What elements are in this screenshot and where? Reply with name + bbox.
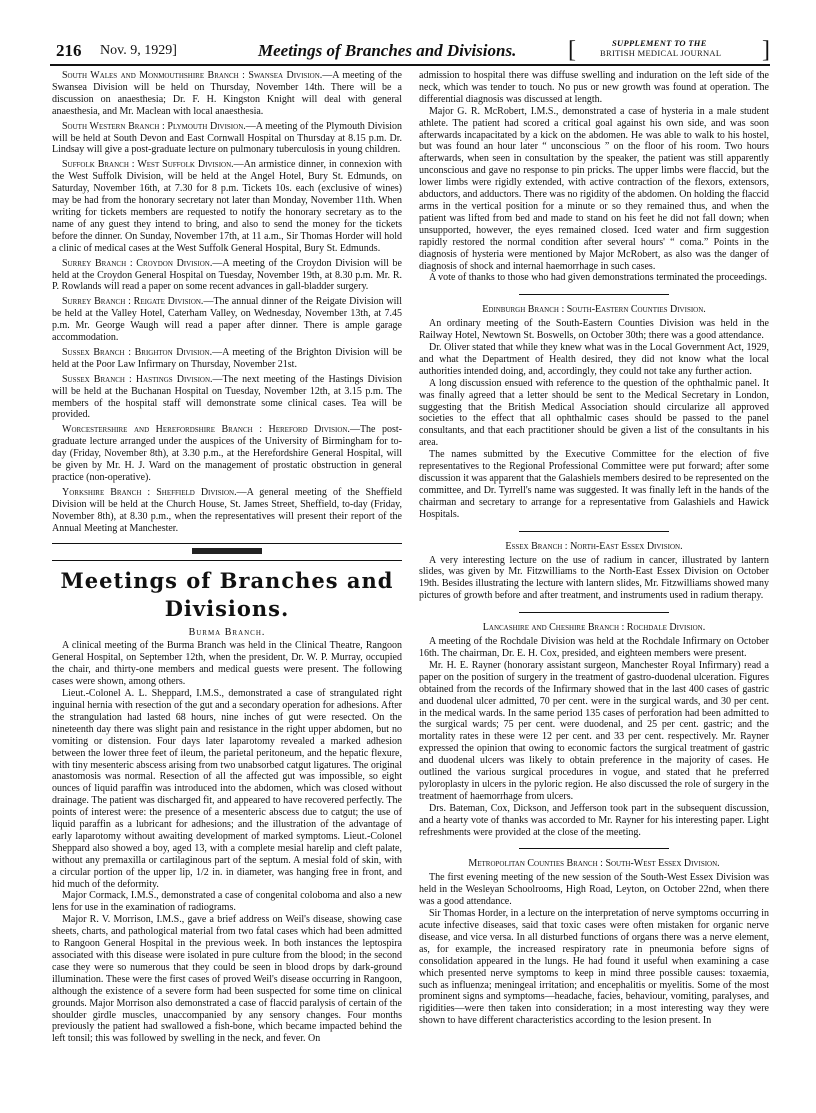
metropolitan-paragraph: Sir Thomas Horder, in a lecture on the interpretation of nerve symptoms occurring in acute infective diseases, said that toxic cases were often mistaken for organic nerve disease, and vice versa. In all disturbed functions of organs there was a nerve element, as, for example, the increased respiratory rate in pneumonia before signs of consolidation appeared in the lungs. He had found it useful when examining a case which presented nerve symptoms to keep in mind three possible causes: toxaemia, such as influenza; meningeal irritation; and encephalitis or myelitis. Some of the most prominent signs and symptoms—headache, facies, behaviour, vomiting, paralyses, and rigidities—were then taken into consideration; in a most interesting way they were shown to have different characteristics according to the lesion present. In xyxy=(419,908,769,1027)
notice-west-suffolk xyxy=(52,159,402,254)
metropolitan-paragraph: The first evening meeting of the new session of the South-West Essex Division was held in the Wesleyan Schoolrooms, High Road, Leyton, on October 22nd, when there was a good attendance. xyxy=(419,872,769,908)
lancashire-heading: Lancashire and Cheshire Branch : Rochdale Division. xyxy=(482,622,706,634)
notice-head: South Wales and Monmouthshire Branch : Swansea Division. xyxy=(62,70,323,81)
edinburgh-paragraph: A long discussion ensued with reference to the question of the ophthalmic panel. It was finally agreed that a letter should be sent to the Medical Secretary in London, suggesting that the British Medical Association should circularize all approved societies to the effect that all ophthalmic cases should be passed to the panel consultants, and that each practitioner should be given a list of the consultants in his area. xyxy=(419,377,769,449)
notice-brighton xyxy=(52,347,402,371)
metropolitan-heading: Metropolitan Counties Branch : South-West Essex Division. xyxy=(468,858,720,870)
notice-head: Sussex Branch : Brighton Division. xyxy=(62,346,213,358)
supplement-line1: SUPPLEMENT TO THE xyxy=(612,38,707,48)
notice-head: Surrey Branch : Croydon Division. xyxy=(62,257,213,269)
notice-text: —A meeting of the Swansea Division will be held on Thursday, November 14th. There will be a discussion on anaesthesia; Dr. F. H. Kingston Knight will deal with general anaesthesia, and Mr. Maclean with local anaesthesia. xyxy=(52,70,402,117)
issue-date: Nov. 9, 1929] xyxy=(100,43,177,58)
page-number: 216 xyxy=(56,41,82,60)
section-divider xyxy=(519,848,669,849)
lancashire-paragraph: Drs. Bateman, Cox, Dickson, and Jefferson took part in the subsequent discussion, and a hearty vote of thanks was accorded to Mr. Rayner for his interesting paper. Light refreshments were provided at the close of the meeting. xyxy=(419,802,769,838)
notice-croydon xyxy=(52,258,402,294)
notice-text: —A meeting of the Croydon Division will be held at the Croydon General Hospital on Tuesday, November 19th, at 8.30 p.m. Mr. R. P. Rowlands will read a paper on some recent advances in gall-bladder surgery. xyxy=(52,257,402,293)
notice-hastings xyxy=(52,374,402,422)
edinburgh-paragraph: Dr. Oliver stated that while they knew what was in the Local Government Act, 1929, and what the Department of Health desired, they did not know what the local authorities intended doing, and, accordingly, they could not take any further action. xyxy=(419,342,769,377)
notice-head: Surrey Branch : Reigate Division. xyxy=(62,296,204,308)
notice-head: Sussex Branch : Hastings Division. xyxy=(62,373,213,385)
bracket-left: [ xyxy=(568,37,576,63)
edinburgh-paragraph: The names submitted by the Executive Committee for the election of five representatives to the Regional Professional Committee were put forward; after some discussion it was apparent that the Galashiels members desired to be represented on the committee, and Dr. Tyrrell's name was suggested. It was finally left in the hands of the chairman and secretary to arrange for a representative from Galashiels and Hawick Hospitals. xyxy=(419,449,769,520)
running-title: Meetings of Branches and Divisions. xyxy=(258,41,517,60)
supplement-label xyxy=(582,38,721,58)
section-divider xyxy=(519,531,669,532)
burma-paragraph: Lieut.-Colonel A. L. Sheppard, I.M.S., demonstrated a case of strangulated right inguinal hernia with resection of the gut and a secondary operation for adhesions. After the strangulation had lasted 68 hours, nine inches of gut were resected. On the nineteenth day there was slight pain and resistance in the right upper abdomen, but no vomiting or distension. Four days later laparotomy revealed a marked adhesion between the lower three feet of ileum, the parietal peritoneum, and the hepatic flexure, with tiny mesenteric abscess arising from two unabsorbed catgut ligatures. The original anastomosis was normal. Resection of all the affected gut was impossible, so eight ounces of liquid paraffin was introduced into the abdomen, which was closed without drainage. The patient was discharged fit, and appeared to have recovered perfectly. The points of interest were: the presence of a mesenteric abscess due to catgut; the use of liquid paraffin as a lubricant for adhesions; and the illustration of the advantage of early laparotomy without awaiting development of marked symptoms. Lieut.-Colonel Sheppard also showed a boy, aged 13, with a complete mesial harelip and cleft palate, without any premaxilla or cartilaginous part of the septum. A mesial fold of skin, with a circular portion of the upper lip, 1/2 in. in diameter, was hanging free in front, and hid much of the deformity. xyxy=(52,688,402,890)
edinburgh-paragraph: An ordinary meeting of the South-Eastern Counties Division was held in the Railway Hotel, Newtown St. Boswells, on October 30th; there was a good attendance. xyxy=(419,318,769,342)
notice-head: Worcestershire and Herefordshire Branch : Hereford Division. xyxy=(62,424,350,436)
essex-heading: Essex Branch : North-East Essex Division. xyxy=(505,540,683,552)
edinburgh-heading: Edinburgh Branch : South-Eastern Counties Division. xyxy=(482,304,706,316)
notice-head: Suffolk Branch : West Suffolk Division. xyxy=(62,159,234,171)
ornamental-rule xyxy=(52,543,402,561)
burma-heading: Burma Branch. xyxy=(188,626,266,638)
burma-paragraph: Major Cormack, I.M.S., demonstrated a case of congenital coloboma and also a new lens for use in the examination of radiograms. xyxy=(52,890,402,914)
notice-hereford xyxy=(52,424,402,484)
notice-swansea xyxy=(52,70,402,118)
notice-text: —The next meeting of the Hastings Division will be held at the Buchanan Hospital on Tuesday, November 12th, at 3.15 p.m. The members of the hospital staff will demonstrate some clinical cases. Tea will be provided. xyxy=(52,373,402,421)
burma-continued: A vote of thanks to those who had given demonstrations terminated the proceedings. xyxy=(429,272,767,284)
notice-head: South Western Branch : Plymouth Division. xyxy=(62,120,246,132)
bracket-right: ] xyxy=(762,37,770,63)
left-column xyxy=(52,70,402,1100)
section-divider xyxy=(519,294,669,295)
section-divider xyxy=(519,612,669,613)
lancashire-paragraph: Mr. H. E. Rayner (honorary assistant surgeon, Manchester Royal Infirmary) read a paper on the position of surgery in the treatment of gastro-duodenal ulceration. Figures obtained from the records of the Infirmary showed that in the last 400 cases of gastric and duodenal ulcer admitted, 70 per cent. were in the surgical wards, and 30 per cent. in the medical wards. In the same period 135 cases of perforation had been admitted to the surgical wards; 75 per cent. were duodenal, and 25 per cent. gastric; and the mortality rates in these were 12 per cent. and 33 per cent. respectively. Mr. Rayner expressed the opinion that owing to economic factors the surgical treatment of gastric and duodenal ulcers was likely to obtain preference in the majority of cases. He outlined the various surgical procedures in vogue, and stated that he preferred pyloroplasty in ulcers in the pyloric region. He also discussed the role of surgery in the treatment of haemorrhage from ulcers. xyxy=(419,659,769,802)
essex-paragraph: A very interesting lecture on the use of radium in cancer, illustrated by lantern slides, was given by Mr. Fitzwilliams to the North-East Essex Division on October 19th. Besides illustrating the lecture with lantern slides, Mr. Fitzwilliams showed many pictures of growth before and after treatment, and instruments used in radium therapy. xyxy=(419,554,769,602)
notice-sheffield xyxy=(52,487,402,535)
notice-text: —A general meeting of the Sheffield Division will be held at the Church House, St. James Street, Sheffield, to-day (Friday, November 8th), at 8.30 p.m., when the representatives will present their report of the Annual Meeting at Manchester. xyxy=(52,486,402,534)
burma-continued: Major G. R. McRobert, I.M.S., demonstrated a case of hysteria in a male student athlete. The patient had scored a critical goal against his own side, and was soon afterwards incapacitated by a kick on the abdomen. He was able to walk to his hostel, but was found an hour later “ unconscious ” on the floor of his room. Two hours afterwards, when seen in consultation by the speaker, the patient was still apparently unconscious and gave no response to pin pricks. The upper limbs were flaccid, but the lower limbs were rigidly extended, with active contraction of the flexors, extensors, abductors, and adductors. There was no rigidity of the abdomen. On holding the flaccid arms in the vertical position for a minute or so they remained thus, and when the patient was lifted from bed and made to stand on his feet he did not fall down; when unsupported, however, the eyes remained closed. Iced water and firm suggestion rapidly restored the normal condition after several hours' “ coma.” Points in the diagnosis of hysteria were mentioned by Major McRobert, as also was the danger of diagnosis of shock and internal haemorrhage in such cases. xyxy=(419,105,769,272)
notice-plymouth xyxy=(52,121,402,157)
burma-paragraph: A clinical meeting of the Burma Branch was held in the Clinical Theatre, Rangoon General Hospital, on September 12th, when the president, Dr. W. P. Murray, occupied the chair, and thirty-one members and medical guests were present. The following cases were shown, among others. xyxy=(52,640,402,688)
section-heading: Meetings of Branches and Divisions. xyxy=(60,567,394,621)
page-header xyxy=(50,38,770,66)
burma-paragraph: Major R. V. Morrison, I.M.S., gave a brief address on Weil's disease, showing case sheets, charts, and pathological material from two fatal cases which had been admitted to Rangoon General Hospital in the previous week. In both instances the leptospira associated with this disease were isolated in pure culture from the blood; in the second case they were so numerous that they could be seen in blood drops by dark-ground illumination. These were the first cases of proved Weil's disease occurring in Rangoon, although the existence of a severe form had been suspected for some time on clinical grounds. Major Morrison also demonstrated a case of flaccid paralysis of certain of the shoulder girdle muscles, unaccompanied by any sensory changes. Four months previously the patient had swallowed a fish-bone, which became impacted behind the left tonsil; this was followed by swelling in the neck, and fever. On xyxy=(52,914,402,1045)
notice-text: —The annual dinner of the Reigate Division will be held at the Valley Hotel, Caterham Valley, on Wednesday, November 13th, at 7.45 p.m. Mr. George Waugh will read a paper after dinner. There is ample garage accommodation. xyxy=(52,296,402,344)
right-column xyxy=(419,70,769,1100)
notice-text: —An armistice dinner, in connexion with the West Suffolk Division, will be held at the Angel Hotel, Bury St. Edmunds, on Saturday, November 16th, at 7.30 for 8 p.m. Tickets 10s. each (exclusive of wines) may be had from the honorary secretary not later than Monday, November 11th. When writing for tickets members are requested to notify the honorary secretary as to the name of any guest they intend to bring, and also to send the money for the tickets before the dinner. On Sunday, November 17th, at 11 a.m., Sir Thomas Horder will hold a clinic of medical cases at the West Suffolk General Hospital, Bury St. Edmunds. xyxy=(52,159,402,254)
notice-text: —A meeting of the Plymouth Division will be held at South Devon and East Cornwall Hospital on Thursday at 8.15 p.m. Dr. Lindsay will give a post-graduate lecture on pulmonary tuberculosis in young children. xyxy=(52,120,402,156)
notice-text: —The post-graduate lecture arranged under the auspices of the University of Birmingham for to-day (Friday, November 8th), at 3.30 p.m., at the Herefordshire General Hospital, will be given by Mr. H. J. Ward on the management of prostatic obstruction in general practice (non-operative). xyxy=(52,424,402,483)
lancashire-paragraph: A meeting of the Rochdale Division was held at the Rochdale Infirmary on October 16th. The chairman, Dr. E. H. Cox, presided, and eighteen members were present. xyxy=(419,636,769,659)
notice-text: —A meeting of the Brighton Division will be held at the Poor Law Infirmary on Thursday, November 21st. xyxy=(52,346,402,370)
supplement-line2: BRITISH MEDICAL JOURNAL xyxy=(600,48,722,58)
notice-head: Yorkshire Branch : Sheffield Division. xyxy=(62,486,237,498)
notice-reigate xyxy=(52,296,402,344)
burma-continued: admission to hospital there was diffuse swelling and induration on the left side of the neck, which was tender to touch. No pus or new growth was found at operation. The differential diagnosis was discussed at length. xyxy=(419,70,769,105)
